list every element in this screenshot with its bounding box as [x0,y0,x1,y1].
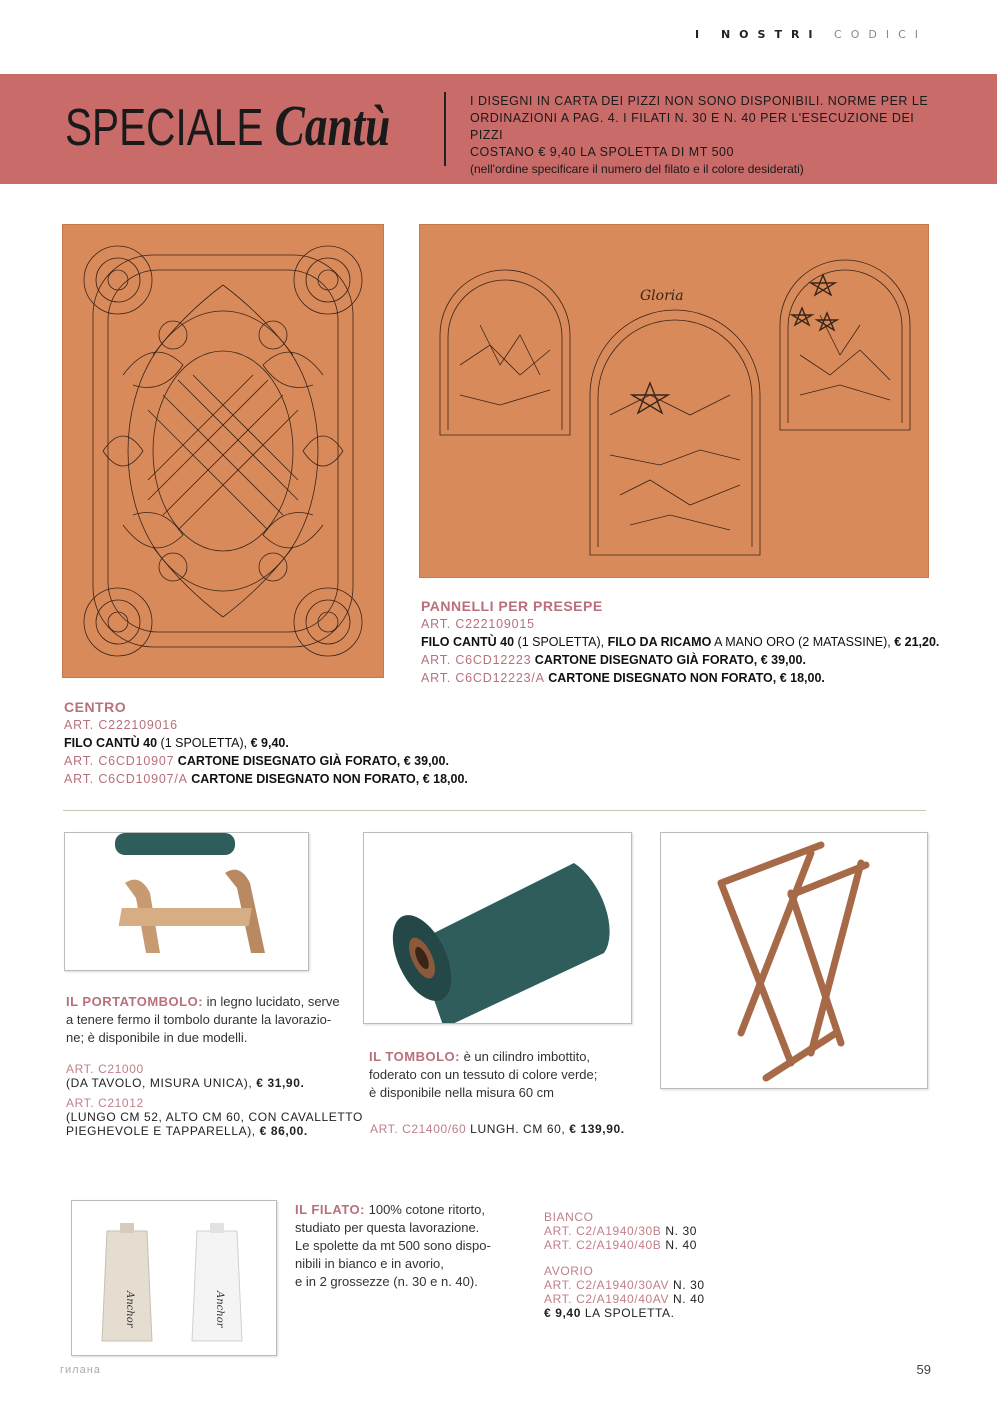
presepe-caption [421,597,939,687]
filato-heading: IL FILATO: [295,1202,365,1217]
filato-text3: Le spolette da mt 500 sono dispo- [295,1238,491,1253]
portatombolo-photo [64,832,309,971]
presepe-filo-qty: (1 SPOLETTA), [514,635,608,649]
bianco-label: BIANCO [544,1210,594,1224]
avorio-40-art: ART. C2/A1940/40AV [544,1292,670,1306]
presepe-art3: ART. C6CD12223/A [421,671,545,685]
portatombolo-art2: ART. C21012 [66,1096,144,1110]
page-title [65,92,390,159]
banner-notice [470,93,940,178]
presepe-price: € 21,20. [894,635,940,649]
nav-light: CODICI [834,28,927,41]
cushion-roll-illustration [364,833,631,1023]
tombolo-description [369,1048,659,1102]
portatombolo-text2: a tenere fermo il tombolo durante la lavorazio- [66,1012,332,1027]
avorio-label: AVORIO [544,1264,594,1278]
filato-photo [71,1200,277,1356]
centro-lace-image [62,224,384,678]
presepe-art1: ART. C222109015 [421,617,535,631]
tombolo-price: € 139,90. [569,1122,625,1136]
filato-text5: e in 2 grossezze (n. 30 e n. 40). [295,1274,478,1289]
portatombolo-items [66,1062,363,1138]
centro-art3: ART. C6CD10907/A [64,772,188,786]
presepe-ricamo: FILO DA RICAMO [607,635,712,649]
presepe-panel-image [419,224,929,578]
portatombolo-desc1: (DA TAVOLO, MISURA UNICA), [66,1076,257,1090]
section-divider [63,810,926,811]
bianco-30-n: N. 30 [661,1224,698,1238]
presepe-line2: CARTONE DISEGNATO GIÀ FORATO, € 39,00. [531,653,806,667]
tombolo-text2: foderato con un tessuto di colore verde; [369,1067,598,1082]
filato-text2: studiato per questa lavorazione. [295,1220,480,1235]
centro-art1: ART. C222109016 [64,718,178,732]
notice-line: COSTANO € 9,40 LA SPOLETTA DI MT 500 [470,145,734,159]
portatombolo-price2: € 86,00. [259,1124,308,1138]
notice-line: I DISEGNI IN CARTA DEI PIZZI NON SONO DISPONIBILI. NORME PER LE [470,94,929,108]
filato-text4: nibili in bianco e in avorio, [295,1256,444,1271]
filato-items [544,1210,705,1320]
folding-stand-photo [660,832,928,1089]
spool-label: Anchor [214,1291,225,1328]
centro-caption [64,698,468,788]
thread-spools-illustration [72,1201,276,1355]
presepe-art2: ART. C6CD12223 [421,653,532,667]
filato-price: € 9,40 [544,1306,581,1320]
folding-stand-illustration [661,833,927,1088]
page-number: 59 [916,1362,931,1377]
filato-price-unit: LA SPOLETTA. [580,1306,675,1320]
tombolo-heading: IL TOMBOLO: [369,1049,460,1064]
filato-description [295,1201,530,1291]
presepe-line3: CARTONE DISEGNATO NON FORATO, € 18,00. [544,671,825,685]
centro-line3: CARTONE DISEGNATO NON FORATO, € 18,00. [187,772,468,786]
title-word: SPECIALE [65,99,264,157]
presepe-filo: FILO CANTÙ 40 [421,635,515,649]
centro-price: € 9,40. [250,736,289,750]
banner-divider [444,92,446,166]
gloria-label: Gloria [640,288,684,304]
centro-filo-qty: (1 SPOLETTA), [157,736,251,750]
notice-note: (nell'ordine specificare il numero del filato e il colore desiderati) [470,162,804,176]
portatombolo-price1: € 31,90. [256,1076,305,1090]
bianco-30-art: ART. C2/A1940/30B [544,1224,662,1238]
spool-label: Anchor [124,1291,135,1328]
avorio-40-n: N. 40 [669,1292,705,1306]
portatombolo-text1: in legno lucidato, serve [203,994,340,1009]
centro-heading: CENTRO [64,699,127,715]
bianco-40-n: N. 40 [661,1238,698,1252]
title-brand: Cantù [274,93,391,158]
bianco-40-art: ART. C2/A1940/40B [544,1238,662,1252]
presepe-heading: PANNELLI PER PRESEPE [421,598,603,614]
tombolo-text1: è un cilindro imbottito, [459,1049,591,1064]
avorio-30-n: N. 30 [669,1278,705,1292]
tombolo-art: ART. C21400/60 [370,1122,467,1136]
presepe-ricamo-qty: A MANO ORO (2 MATASSINE), [711,635,895,649]
nav-bold: I NOSTRI [695,28,822,41]
tombolo-item [370,1122,625,1136]
portatombolo-art1: ART. C21000 [66,1062,144,1076]
notice-line: ORDINAZIONI A PAG. 4. I FILATI N. 30 E N. 40 PER L'ESECUZIONE DEI PIZZI [470,111,915,142]
footer-watermark: гилана [60,1364,101,1376]
centro-filo: FILO CANTÙ 40 [64,736,158,750]
tombolo-desc: LUNGH. CM 60, [466,1122,570,1136]
section-nav [695,28,927,41]
portatombolo-desc2b: PIEGHEVOLE E TAPPARELLA), [66,1124,260,1138]
portatombolo-description [66,993,356,1047]
avorio-30-art: ART. C2/A1940/30AV [544,1278,670,1292]
tombolo-photo [363,832,632,1024]
portatombolo-desc2a: (LUNGO CM 52, ALTO CM 60, CON CAVALLETTO [66,1110,363,1124]
presepe-panel-drawing [420,225,928,577]
table-stand-illustration [65,833,308,970]
centro-line2: CARTONE DISEGNATO GIÀ FORATO, € 39,00. [174,754,449,768]
portatombolo-text3: ne; è disponibile in due modelli. [66,1030,248,1045]
centro-lace-drawing [63,225,383,677]
tombolo-text3: è disponibile nella misura 60 cm [369,1085,554,1100]
centro-art2: ART. C6CD10907 [64,754,175,768]
portatombolo-heading: IL PORTATOMBOLO: [66,994,204,1009]
filato-text1: 100% cotone ritorto, [365,1202,485,1217]
